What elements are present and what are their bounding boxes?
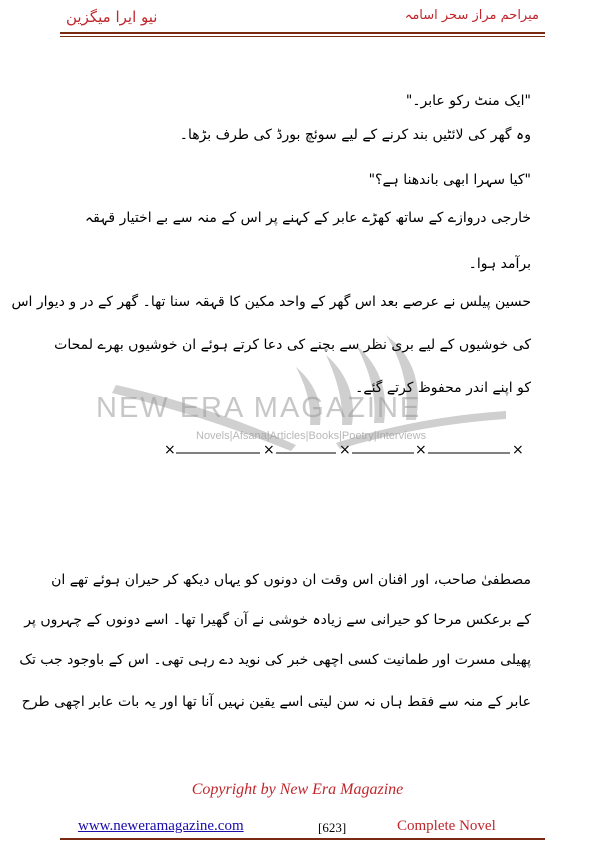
website-link[interactable]: www.neweramagazine.com bbox=[78, 818, 244, 834]
text-line: "ایک منٹ رکو عابر۔" bbox=[405, 93, 531, 109]
magazine-name: نیو ایرا میگزین bbox=[66, 8, 158, 26]
divider-mark: × bbox=[512, 442, 524, 458]
text-line: وہ گھر کی لائٹیں بند کرنے کے لیے سوئچ بورڈ کی طرف بڑھا۔ bbox=[179, 127, 531, 143]
header-rule bbox=[60, 32, 545, 37]
section-divider bbox=[164, 442, 534, 456]
footer-rule bbox=[60, 838, 545, 840]
divider-mark: × bbox=[339, 442, 351, 458]
watermark-subtitle: Novels|Afsana|Articles|Books|Poetry|Interviews bbox=[196, 430, 427, 442]
text-line: "کیا سہرا ابھی باندھنا ہے؟" bbox=[368, 172, 531, 188]
text-line: کے برعکس مرحا کو حیرانی سے زیادہ خوشی نے آن گھیرا تھا۔ اسے دونوں کے چہروں پر bbox=[24, 612, 531, 628]
text-line: کی خوشیوں کے لیے بری نظر سے بچنے کی دعا کرتے ہوئے ان خوشیوں بھرے لمحات bbox=[54, 337, 531, 353]
text-line: پھیلی مسرت اور طمانیت کسی اچھی خبر کی نوید دے رہی تھی۔ اس کے باوجود جب تک bbox=[19, 652, 531, 668]
copyright-notice: Copyright by New Era Magazine bbox=[191, 781, 404, 798]
text-line: خارجی دروازے کے ساتھ کھڑے عابر کے کہنے پر اس کے منہ سے بے اختیار قہقہ bbox=[84, 210, 531, 226]
text-line: مصطفیٰ صاحب، اور افنان اس وقت ان دونوں کو یہاں دیکھ کر حیران ہوئے تھے ان bbox=[51, 572, 531, 588]
divider-mark: × bbox=[263, 442, 275, 458]
author-name: میراحم مراز سحر اسامہ bbox=[404, 8, 539, 23]
watermark-title: NEW ERA MAGAZINE bbox=[96, 392, 422, 424]
page-number: [623] bbox=[318, 820, 347, 835]
text-line: عابر کے منہ سے فقط ہاں نہ سن لیتی اسے یقین نہیں آنا تھا اور یہ بات عابر اچھی طرح bbox=[21, 694, 531, 710]
divider-mark: × bbox=[164, 442, 176, 458]
text-line: برآمد ہوا۔ bbox=[468, 256, 531, 272]
divider-mark: × bbox=[415, 442, 427, 458]
section-title: Complete Novel bbox=[397, 818, 496, 834]
text-line: حسین پیلس نے عرصے بعد اس گھر کے واحد مکین کا قہقہ سنا تھا۔ گھر کے در و دیوار اس bbox=[11, 294, 531, 310]
text-line: کو اپنے اندر محفوظ کرتے گئے۔ bbox=[355, 380, 531, 396]
